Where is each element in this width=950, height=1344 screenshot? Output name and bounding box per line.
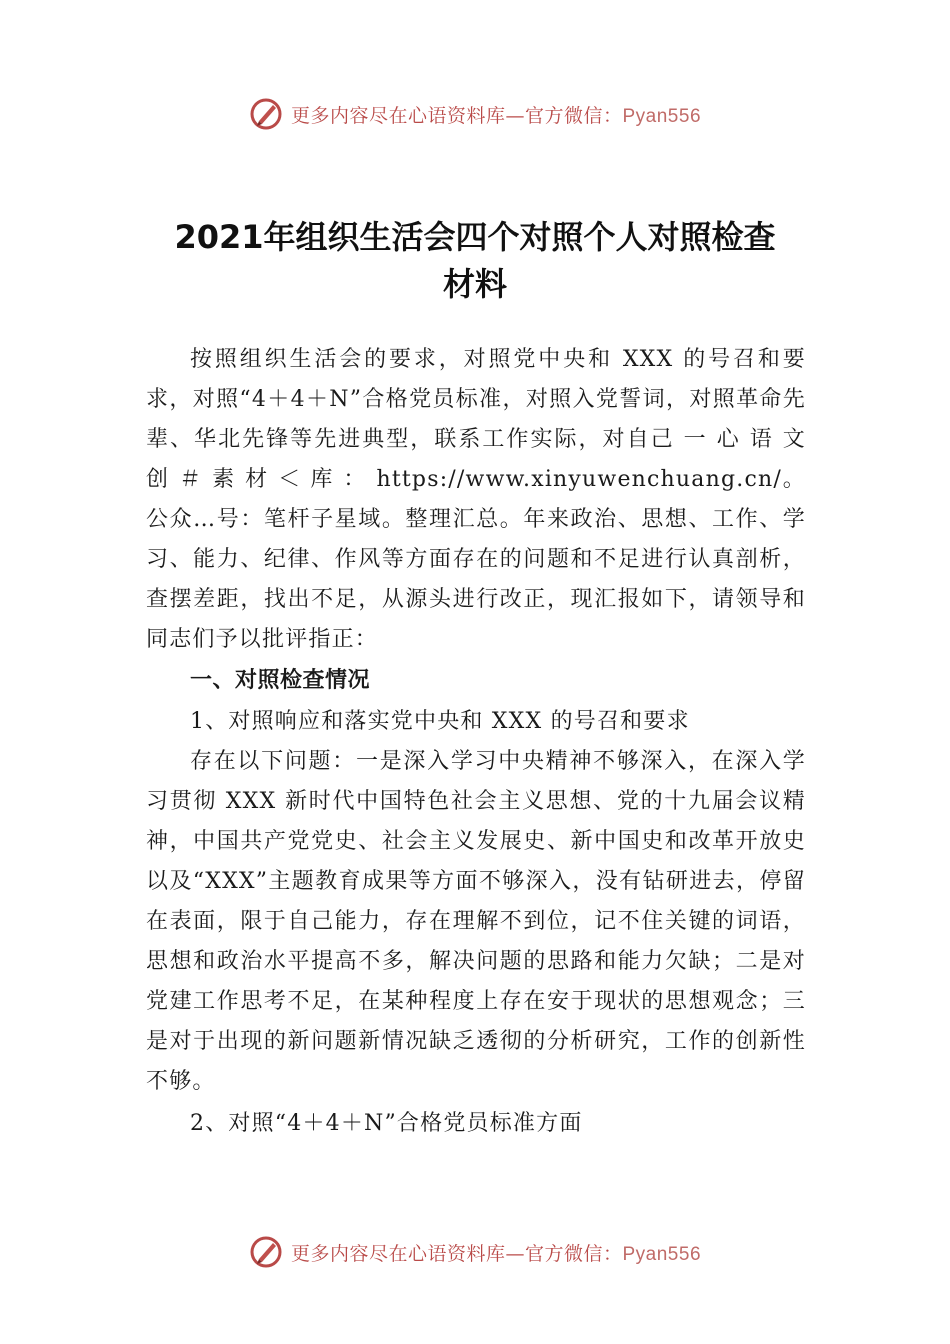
item-1-body: 存在以下问题：一是深入学习中央精神不够深入，在深入学习贯彻 XXX 新时代中国特色社会主义思想、党的十九届会议精神，中国共产党党史、社会主义发展史、新中国史和改革开放史以及“XXX”主题教育成果等方面不够深入，没有钻研进去，停留在表面，限于自己能力，存在理解不到位，记不住关键的词语，思想和政治水平提高不多，解决问题的思路和能力欠缺；二是对党建工作思考不足，在某种程度上存在安于现状的思想观念；三是对于出现的新问题新情况缺乏透彻的分析研究，工作的创新性不够。 [146, 749, 806, 1094]
footer-banner-text [291, 1239, 701, 1266]
title-line-1: 2021年组织生活会四个对照个人对照检查 [174, 218, 776, 256]
section-heading: 一、对照检查情况 [190, 668, 371, 693]
document-body [146, 340, 806, 1144]
document-title [140, 214, 810, 308]
header-banner-text [291, 101, 701, 128]
item-1-heading: 1、对照响应和落实党中央和 XXX 的号召和要求 [190, 709, 690, 734]
pen-logo-icon [249, 1235, 283, 1269]
footer-banner-label: 更多内容尽在心语资料库—官方微信： [290, 1242, 623, 1265]
header-wechat-id: Pyan556 [622, 105, 702, 127]
header-watermark-banner [0, 94, 950, 134]
intro-paragraph: 按照组织生活会的要求，对照党中央和 XXX 的号召和要求，对照“4＋4＋N”合格党员标准，对照入党誓词，对照革命先辈、华北先锋等先进典型，联系工作实际，对自己 一 心 语 文 创 ＃ 素 材 ＜ 库 ： https://www.xinyuwenchuang.cn/。公众…号：笔杆子星域。整理汇总。年来政治、思想、工作、学习、能力、纪律、作风等方面存在的问题和不足进行认真剖析，查摆差距，找出不足，从源头进行改正，现汇报如下，请领导和同志们予以批评指正： [146, 347, 806, 652]
footer-watermark-banner [0, 1232, 950, 1272]
title-line-2: 材料 [442, 265, 507, 303]
pen-logo-icon [249, 97, 283, 131]
footer-wechat-id: Pyan556 [622, 1243, 702, 1265]
item-2-heading: 2、对照“4＋4＋N”合格党员标准方面 [190, 1111, 583, 1136]
header-banner-label: 更多内容尽在心语资料库—官方微信： [290, 104, 623, 127]
